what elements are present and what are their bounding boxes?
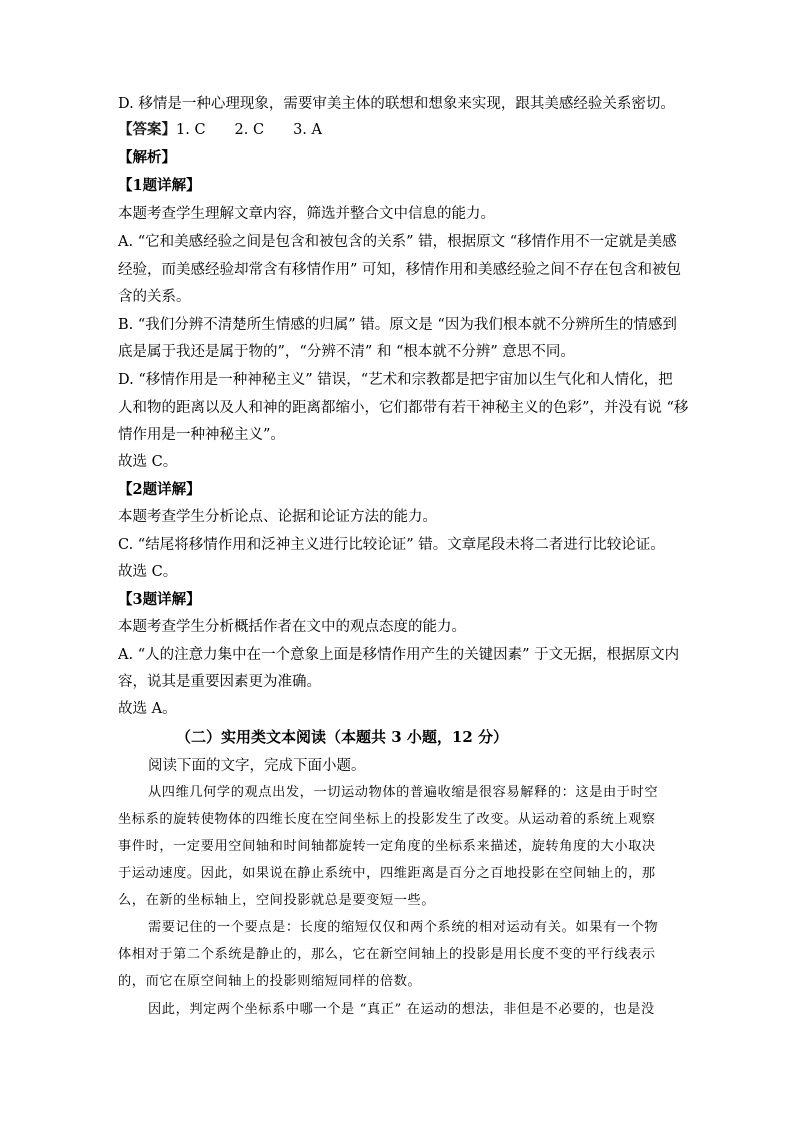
q1-b-line1: B. “我们分辨不清楚所生情感的归属” 错。原文是 “因为我们根本就不分辨所生的情感到 bbox=[118, 317, 677, 333]
q3-intro: 本题考查学生分析概括作者在文中的观点态度的能力。 bbox=[118, 619, 466, 635]
q3-choice: 故选 A。 bbox=[118, 701, 177, 717]
passage-p2-line2: 体相对于第二个系统是静止的，那么，它在新空间轴上的投影是用长度不变的平行线表示 bbox=[118, 947, 656, 962]
passage-p2-line3: 的，而它在原空间轴上的投影则缩短同样的倍数。 bbox=[118, 974, 422, 989]
q2-intro: 本题考查学生分析论点、论据和论证方法的能力。 bbox=[118, 509, 437, 525]
q2-c-line1: C. “结尾将移情作用和泛神主义进行比较论证” 错。文章尾段未将二者进行比较论证。 bbox=[118, 537, 665, 553]
q2-tag: 【2题详解】 bbox=[118, 481, 201, 498]
q1-intro: 本题考查学生理解文章内容，筛选并整合文中信息的能力。 bbox=[118, 206, 495, 222]
passage-p1-line1: 从四维几何学的观点出发，一切运动物体的普遍收缩是很容易解释的：这是由于时空 bbox=[148, 785, 659, 800]
q1-a-line2: 经验，而美感经验却常含有移情作用” 可知，移情作用和美感经验之间不存在包含和被包 bbox=[118, 262, 682, 278]
option-d-line: D. 移情是一种心理现象，需要审美主体的联想和想象来实现，跟其美感经验关系密切。 bbox=[118, 96, 675, 112]
passage-p1-line4: 于运动速度。因此，如果说在静止系统中，四维距离是百分之百地投影在空间轴上的，那 bbox=[118, 866, 656, 881]
analysis-tag: 【解析】 bbox=[118, 149, 176, 166]
q3-a-line1: A. “人的注意力集中在一个意象上面是移情作用产生的关键因素” 于文无据，根据原文内 bbox=[118, 647, 680, 663]
passage-p3-line1: 因此，判定两个坐标系中哪一个是 “真正” 在运动的想法，非但是不必要的，也是没 bbox=[148, 1002, 655, 1017]
passage-p1-line3: 事件时，一定要用空间轴和时间轴都旋转一定角度的坐标系来描述，旋转角度的大小取决 bbox=[118, 839, 656, 854]
q1-a-line1: A. “它和美感经验之间是包含和被包含的关系” 错，根据原文 “移情作用不一定就是美感 bbox=[118, 234, 677, 250]
q3-a-line2: 容，说其是重要因素更为准确。 bbox=[118, 674, 321, 690]
passage-p2-line1: 需要记住的一个要点是：长度的缩短仅仅和两个系统的相对运动有关。如果有一个物 bbox=[148, 920, 659, 935]
q1-d-line1: D. “移情作用是一种神秘主义” 错误，“艺术和宗教都是把宇宙加以生气化和人情化，把 bbox=[118, 372, 673, 388]
q1-d-line3: 情作用是一种神秘主义”。 bbox=[118, 427, 285, 443]
answer-text: 1. C 2. C 3. A bbox=[176, 122, 322, 138]
q1-b-line2: 底是属于我还是属于物的”，“分辨不清” 和 “根本就不分辨” 意思不同。 bbox=[118, 344, 575, 360]
q3-tag: 【3题详解】 bbox=[118, 591, 201, 608]
answer-tag: 【答案】 bbox=[118, 121, 176, 138]
q1-d-line2: 人和物的距离以及人和神的距离都缩小，它们都带有若干神秘主义的色彩”，并没有说 “移 bbox=[118, 400, 689, 416]
q1-tag: 【1题详解】 bbox=[118, 177, 201, 194]
q1-choice: 故选 C。 bbox=[118, 454, 178, 470]
passage-p1-line2: 坐标系的旋转使物体的四维长度在空间坐标上的投影发生了改变。从运动着的系统上观察 bbox=[118, 812, 656, 827]
passage-p1-line5: 么，在新的坐标轴上，空间投影就总是要变短一些。 bbox=[118, 893, 436, 908]
answer-line bbox=[118, 120, 678, 140]
q2-choice: 故选 C。 bbox=[118, 564, 178, 580]
section-title: （二）实用类文本阅读（本题共 3 小题，12 分） bbox=[176, 728, 508, 746]
section-instruction: 阅读下面的文字，完成下面小题。 bbox=[148, 758, 366, 774]
q1-a-line3: 含的关系。 bbox=[118, 289, 191, 305]
